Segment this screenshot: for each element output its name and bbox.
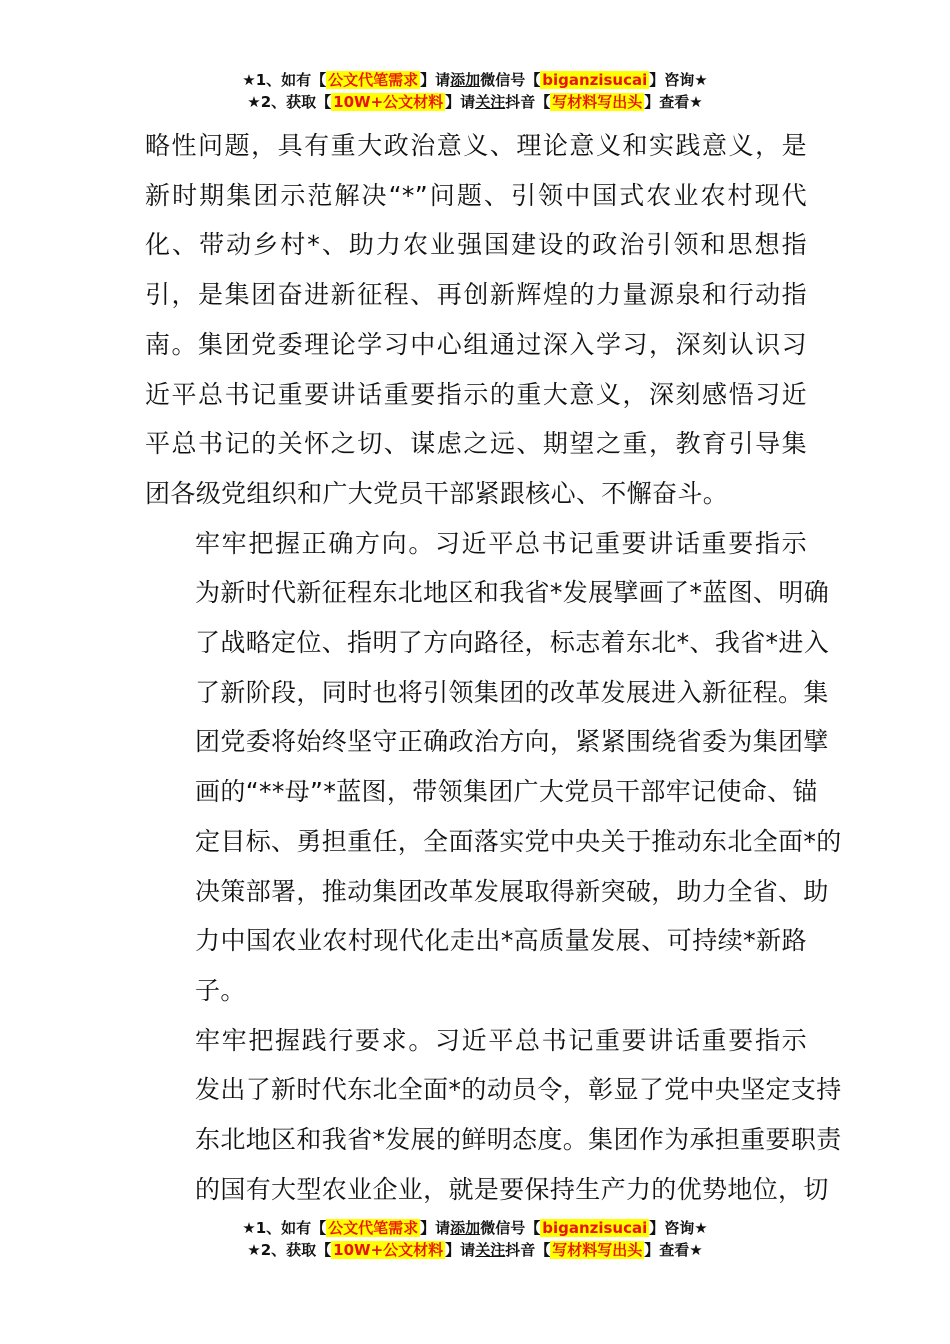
promo-text: 微信号【 [480,71,541,89]
promo-underlined-text: 关注 [475,93,506,111]
text-line: 定目标、勇担重任，全面落实党中央关于推动东北全面*的 [195,826,842,856]
text-line: 南。集团党委理论学习中心组通过深入学习，深刻认识习 [145,329,807,359]
promo-text: 2、获取【 [260,93,332,111]
promo-text: 】请 [420,1219,451,1237]
star-icon: ★ [242,1219,256,1237]
promo-text: 】请 [445,93,476,111]
promo-line-2 [0,91,950,113]
highlight-service: 公文代笔需求 [328,71,419,89]
text-line: 牢牢把握正确方向。习近平总书记重要讲话重要指示 [195,528,807,558]
promo-text: 】咨询 [649,1219,695,1237]
star-icon: ★ [689,1241,703,1259]
text-line: 略性问题，具有重大政治意义、理论意义和实践意义，是 [145,131,807,160]
star-icon: ★ [247,1241,261,1259]
text-line: 了新阶段，同时也将引领集团的改革发展进入新征程。集 [195,677,829,707]
text-line: 的国有大型农业企业，就是要保持生产力的优势地位，切 [195,1174,829,1204]
promo-text: 微信号【 [480,1219,541,1237]
promo-underlined-text: 添加 [450,71,481,89]
promo-line-2 [0,1239,950,1261]
text-line: 力中国农业农村现代化走出*高质量发展、可持续*新路 [195,926,807,956]
promo-line-1 [0,1217,950,1239]
promo-text: 】请 [445,1241,476,1259]
text-line: 为新时代新征程东北地区和我省*发展擘画了*蓝图、明确 [195,578,830,608]
star-icon: ★ [689,93,703,111]
promo-underlined-text: 关注 [475,1241,506,1259]
highlight-materials: 10W+公文材料 [333,1241,444,1259]
text-line: 牢牢把握践行要求。习近平总书记重要讲话重要指示 [195,1025,807,1055]
header-promo-banner [0,69,950,113]
paragraph [145,1016,842,1215]
highlight-wechat-id: biganzisucai [542,71,648,89]
highlight-douyin-account: 写材料写出头 [552,1241,643,1259]
text-line: 引，是集团奋进新征程、再创新辉煌的力量源泉和行动指 [145,280,807,310]
highlight-douyin-account: 写材料写出头 [552,93,643,111]
text-line: 化、带动乡村*、助力农业强国建设的政治引领和思想指 [145,230,807,260]
highlight-wechat-id: biganzisucai [542,1219,648,1237]
promo-text: 】请 [420,71,451,89]
text-line: 了战略定位、指明了方向路径，标志着东北*、我省*进入 [195,628,830,658]
promo-text: 2、获取【 [260,1241,332,1259]
text-line: 平总书记的关怀之切、谋虑之远、期望之重，教育引导集 [145,429,807,459]
star-icon: ★ [247,93,261,111]
promo-text: 】查看 [644,1241,690,1259]
highlight-materials: 10W+公文材料 [333,93,444,111]
footer-promo-banner [0,1217,950,1261]
paragraph [145,519,842,1016]
text-line: 子。 [195,975,246,1005]
promo-text: 1、如有【 [255,71,327,89]
promo-text: 】查看 [644,93,690,111]
text-line: 近平总书记重要讲话重要指示的重大意义，深刻感悟习近 [145,379,807,409]
promo-line-1 [0,69,950,91]
paragraph [145,121,807,519]
text-line: 发出了新时代东北全面*的动员令，彰显了党中央坚定支持 [195,1075,842,1105]
highlight-service: 公文代笔需求 [328,1219,419,1237]
star-icon: ★ [694,1219,708,1237]
text-line: 东北地区和我省*发展的鲜明态度。集团作为承担重要职责 [195,1125,842,1155]
text-line: 画的“**母”*蓝图，带领集团广大党员干部牢记使命、锚 [195,777,818,807]
text-line: 团党委将始终坚守正确政治方向，紧紧围绕省委为集团擘 [195,727,829,757]
promo-text: 抖音【 [505,93,551,111]
promo-text: 抖音【 [505,1241,551,1259]
text-line: 团各级党组织和广大党员干部紧跟核心、不懈奋斗。 [145,478,729,508]
promo-text: 】咨询 [649,71,695,89]
star-icon: ★ [242,71,256,89]
text-line: 新时期集团示范解决“*”问题、引领中国式农业农村现代 [145,180,807,210]
document-body [145,121,842,1214]
promo-text: 1、如有【 [255,1219,327,1237]
text-line: 决策部署，推动集团改革发展取得新突破，助力全省、助 [195,876,829,906]
star-icon: ★ [694,71,708,89]
promo-underlined-text: 添加 [450,1219,481,1237]
